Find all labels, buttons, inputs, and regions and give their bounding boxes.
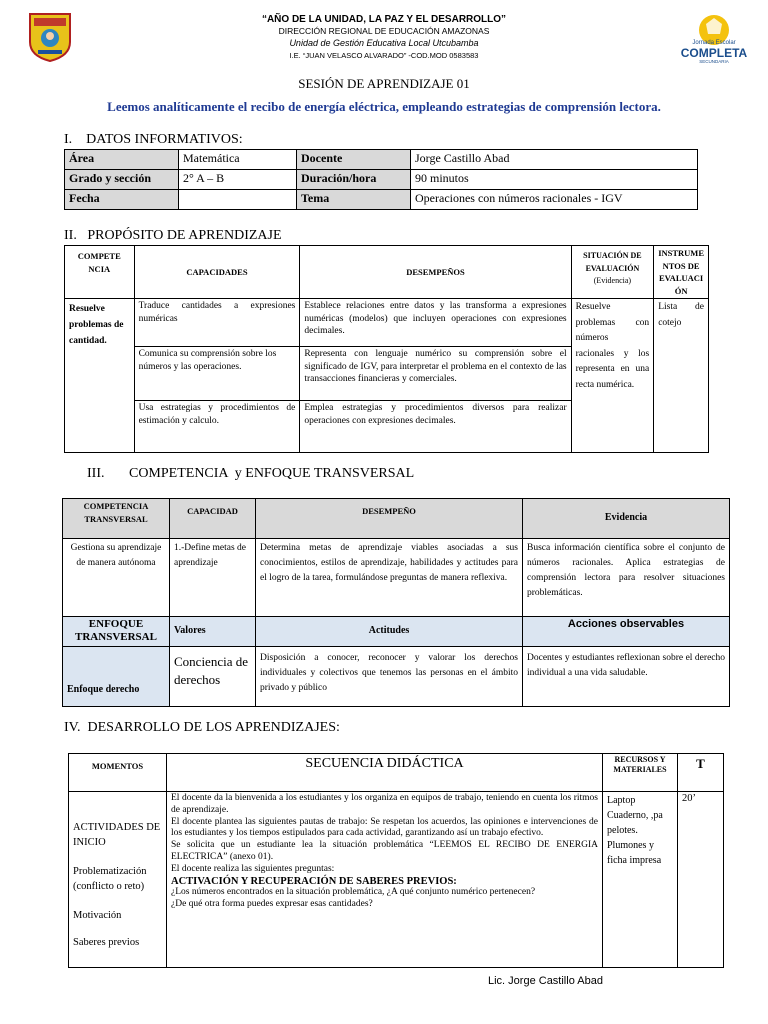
header-competencia-transversal: COMPETENCIA TRANSVERSAL [63,499,170,539]
secuencia-question: ¿De qué otra forma puedes expresar esas cantidades? [171,899,373,910]
table-header-row [63,617,730,647]
datos-value [179,190,297,210]
jec-logo-text2: COMPLETA [680,46,748,60]
jec-logo-text1: Jornada Escolar [692,40,736,46]
jec-logo-text3: SECUNDARIA [699,59,729,64]
tiempo-cell: 20’ [678,792,724,968]
datos-value: 90 minutos [411,170,698,190]
datos-label: Tema [297,190,411,210]
header-acciones: Acciones observables [523,617,730,647]
table-row [63,539,730,617]
table-row [65,150,698,170]
evidencia-transversal-cell: Busca información científica sobre el conjunto de números racionales. Aplica estrategias de comprensión lectora para resolver situaciones problemáticas. [523,539,730,617]
datos-table [64,149,698,210]
header-desempeno: DESEMPEÑO [256,499,523,539]
section1-title: I. DATOS INFORMATIVOS: [64,132,243,147]
datos-value: Matemática [179,150,297,170]
competencia-transversal-cell: Gestiona su aprendizaje de manera autónoma [63,539,170,617]
datos-value: 2° A – B [179,170,297,190]
recursos-cell: Laptop Cuaderno, ,pa pelotes. Plumones y ficha impresa [603,792,678,968]
competencia-cell: Resuelve problemas de cantidad. [65,299,135,453]
acciones-cell: Docentes y estudiantes reflexionan sobre el derecho individual a una vida saludable. [523,647,730,707]
header-capacidades: CAPACIDADES [134,246,300,299]
instrumento-cell: Lista de cotejo [654,299,709,453]
header-competencia: COMPETE NCIA [65,246,135,299]
datos-label: Docente [297,150,411,170]
datos-label: Duración/hora [297,170,411,190]
header-ie: I.E. “JUAN VELASCO ALVARADO” -COD.MOD 0583583 [289,51,479,60]
header-situacion [571,246,654,299]
capacidad-cell: Traduce cantidades a expresiones numéricas [134,299,300,347]
desarrollo-table [68,753,724,968]
header-actitudes: Actitudes [256,617,523,647]
secuencia-heading: ACTIVACIÓN Y RECUPERACIÓN DE SABERES PREVIOS: [171,875,457,887]
header-evidencia: Evidencia [523,499,730,539]
momento-saberes: Saberes previos [73,937,140,948]
header-ugel: Unidad de Gestión Educativa Local Utcubamba [289,38,479,48]
header-situacion-label: SITUACIÓN DE EVALUACIÓN [583,251,642,273]
table-row [65,190,698,210]
desempeno-cell: Establece relaciones entre datos y las transforma a expresiones numéricas (modelos) que incluyen operaciones con expresiones decimales. [300,299,571,347]
session-title: SESIÓN DE APRENDIZAJE 01 [298,76,470,91]
header-instrumentos: INSTRUME NTOS DE EVALUACI ÓN [654,246,709,299]
header-dre: DIRECCIÓN REGIONAL DE EDUCACIÓN AMAZONAS [278,26,490,36]
momento-problematizacion: Problematización (conflicto o reto) [73,866,147,892]
section3-title: III. COMPETENCIA y ENFOQUE TRANSVERSAL [87,466,415,481]
header-secuencia: SECUENCIA DIDÁCTICA [167,754,603,792]
momentos-cell [69,792,167,968]
header-desempenos: DESEMPEÑOS [300,246,571,299]
secuencia-paragraph: El docente plantea las siguientes pautas de trabajo: Se respetan los acuerdos, las opiniones e intervenciones de los estudiantes y los tiempos estipulados para cada actividad, garantizando así un trabajo efectivo. [171,816,598,839]
table-row [69,792,724,968]
header-valores: Valores [170,617,256,647]
actitudes-cell: Disposición a conocer, reconocer y valorar los derechos individuales y colectivos que tenemos las personas en el ámbito privado y público [256,647,523,707]
capacidad-transversal-cell: 1.-Define metas de aprendizaje [170,539,256,617]
datos-value: Jorge Castillo Abad [411,150,698,170]
secuencia-paragraph: Se solicita que un estudiante lea la situación problemática “LEEMOS EL RECIBO DE ENERGIA ELECTRICA” (anexo 01). [171,840,598,862]
header-recursos: RECURSOS Y MATERIALES [603,754,678,792]
datos-label: Grado y sección [65,170,179,190]
header-momentos: MOMENTOS [69,754,167,792]
section4-title: IV. DESARROLLO DE LOS APRENDIZAJES: [64,720,340,735]
proposito-table [64,245,709,453]
desempeno-cell: Emplea estrategias y procedimientos diversos para realizar operaciones con expresiones decimales. [300,401,571,453]
header-capacidad: CAPACIDAD [170,499,256,539]
header-evidencia-label: (Evidencia) [593,276,632,285]
table-row [65,299,709,347]
capacidad-cell: Usa estrategias y procedimientos de estimación y calculo. [134,401,300,453]
footer-author: Lic. Jorge Castillo Abad [488,975,603,987]
header-year: “AÑO DE LA UNIDAD, LA PAZ Y EL DESARROLLO” [261,14,507,25]
capacidad-cell: Comunica su comprensión sobre los números y las operaciones. [134,347,300,401]
table-header-row [65,246,709,299]
datos-label: Fecha [65,190,179,210]
header-tiempo: T [678,754,724,792]
datos-value: Operaciones con números racionales - IGV [411,190,698,210]
desempeno-transversal-cell: Determina metas de aprendizaje viables asociadas a sus conocimientos, estilos de aprendizaje, habilidades y actitudes para el logro de la tarea, formulándose preguntas de manera reflexiva. [256,539,523,617]
datos-label: Área [65,150,179,170]
secuencia-paragraph: El docente realiza las siguientes preguntas: [171,863,335,874]
secuencia-cell [167,792,603,968]
desempeno-cell: Representa con lenguaje numérico su comprensión sobre el significado de IGV, para interpretar el problema en el contexto de las transacciones financieras y comerciales. [300,347,571,401]
transversal-table [62,498,730,707]
table-header-row [69,754,724,792]
valores-cell: Conciencia de derechos [170,647,256,707]
enfoque-cell: Enfoque derecho [63,647,170,707]
situacion-cell: Resuelve problemas con números racionales y los representa en una recta numérica. [571,299,654,453]
momento-inicio: ACTIVIDADES DE INICIO [73,822,161,848]
secuencia-paragraph: El docente da la bienvenida a los estudiantes y los organiza en equipos de trabajo, teniendo en cuenta los ritmos de aprendizaje. [171,793,598,815]
section2-title: II. PROPÓSITO DE APRENDIZAJE [64,228,282,243]
table-row [65,170,698,190]
momento-motivacion: Motivación [73,910,122,921]
table-header-row [63,499,730,539]
secuencia-question: ¿Los números encontrados en la situación problemática, ¿A qué conjunto numérico pertenecen? [171,887,536,898]
table-row [63,647,730,707]
header-enfoque: ENFOQUE TRANSVERSAL [63,617,170,647]
session-subtitle: Leemos analíticamente el recibo de energía eléctrica, empleando estrategias de comprensión lectora. [107,99,661,114]
